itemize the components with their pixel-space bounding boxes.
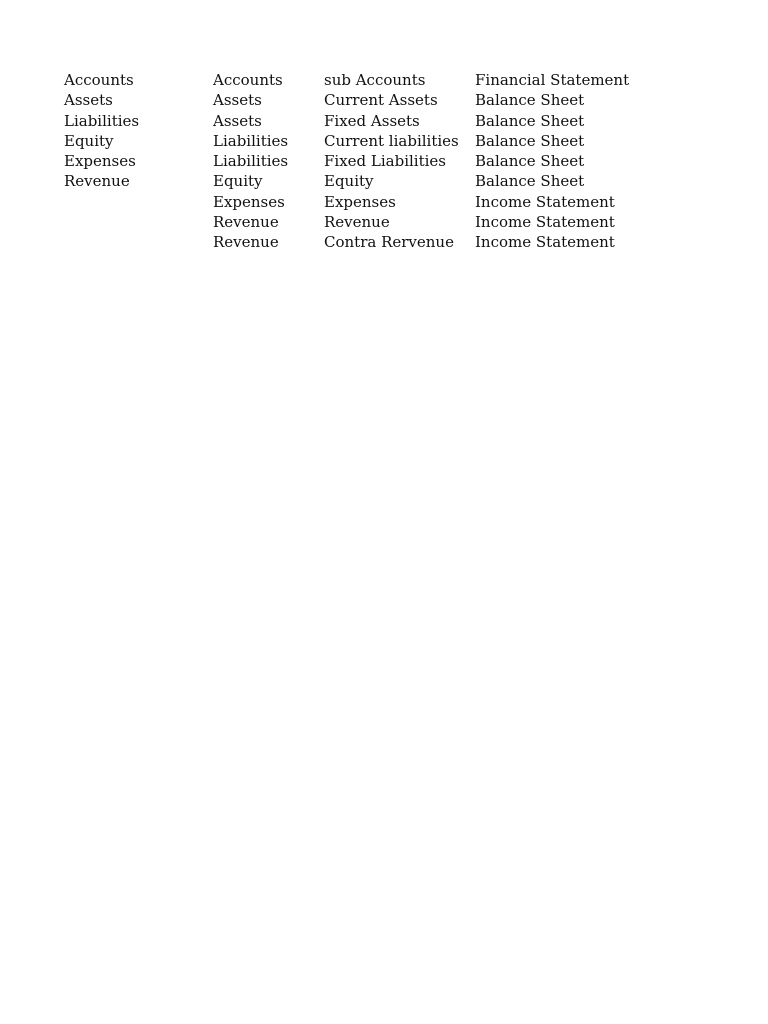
sub-accounts-cell: Current Assets (324, 91, 438, 110)
accounts-cell: Equity (213, 172, 263, 191)
sub-accounts-cell: Expenses (324, 192, 396, 211)
financial-statement-column (475, 70, 629, 253)
accounts-cell: Assets (213, 91, 262, 110)
sub-accounts-cell: Fixed Liabilities (324, 152, 447, 171)
accounts-cell: Revenue (213, 233, 279, 252)
sub-accounts-column (324, 70, 459, 253)
financial-statement-cell: Income Statement (475, 233, 615, 252)
account-type-list-item: Equity (64, 131, 114, 150)
account-type-list-item: Assets (64, 91, 113, 110)
accounts-cell: Revenue (213, 213, 279, 232)
sub-accounts-cell: Equity (324, 172, 374, 191)
sub-accounts-header: sub Accounts (324, 71, 426, 89)
accounts-header: Accounts (213, 71, 283, 89)
financial-statement-cell: Balance Sheet (475, 152, 585, 171)
accounts-cell: Liabilities (213, 131, 289, 150)
financial-statement-cell: Balance Sheet (475, 131, 585, 150)
financial-statement-cell: Balance Sheet (475, 111, 585, 130)
accounts-column (213, 70, 288, 253)
financial-statement-cell: Balance Sheet (475, 91, 585, 110)
financial-statement-cell: Income Statement (475, 192, 615, 211)
financial-statement-cell: Balance Sheet (475, 172, 585, 191)
accounts-cell: Assets (213, 111, 262, 130)
accounts-cell: Liabilities (213, 152, 289, 171)
financial-statement-header: Financial Statement (475, 71, 630, 89)
sub-accounts-cell: Revenue (324, 213, 390, 232)
sub-accounts-cell: Current liabilities (324, 131, 459, 150)
account-type-list-item: Revenue (64, 172, 130, 191)
account-type-list (64, 70, 139, 192)
accounts-cell: Expenses (213, 192, 285, 211)
sub-accounts-cell: Contra Rervenue (324, 233, 454, 252)
account-type-list-item: Liabilities (64, 111, 140, 130)
financial-statement-cell: Income Statement (475, 213, 615, 232)
account-type-list-item: Expenses (64, 152, 136, 171)
sub-accounts-cell: Fixed Assets (324, 111, 420, 130)
account-type-list-item: Accounts (64, 71, 134, 89)
